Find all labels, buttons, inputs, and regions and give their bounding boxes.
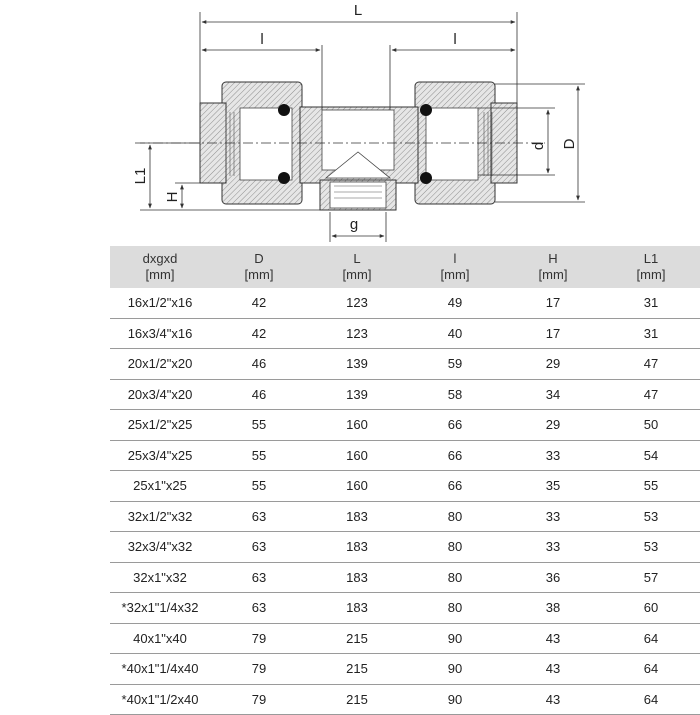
cell-D: 63: [210, 501, 308, 532]
cell-L: 160: [308, 410, 406, 441]
cell-size: 25x1"x25: [110, 471, 210, 502]
cell-D: 46: [210, 379, 308, 410]
cell-L: 215: [308, 623, 406, 654]
cell-H: 43: [504, 654, 602, 685]
cell-l: 80: [406, 593, 504, 624]
cell-L1: 53: [602, 501, 700, 532]
cell-H: 29: [504, 410, 602, 441]
cell-size: 16x1/2"x16: [110, 288, 210, 318]
cell-D: 55: [210, 410, 308, 441]
table-header-row: [110, 246, 700, 288]
cell-L1: 64: [602, 684, 700, 715]
cell-L: 183: [308, 593, 406, 624]
cell-size: 32x1/2"x32: [110, 501, 210, 532]
cell-D: 63: [210, 562, 308, 593]
table-row: [110, 440, 700, 471]
cell-l: 49: [406, 288, 504, 318]
cell-L1: 64: [602, 654, 700, 685]
cell-H: 17: [504, 288, 602, 318]
cell-D: 46: [210, 349, 308, 380]
cell-l: 90: [406, 684, 504, 715]
cell-L: 123: [308, 318, 406, 349]
dim-label-L1: L1: [132, 167, 149, 185]
table-row: [110, 410, 700, 441]
cell-H: 34: [504, 379, 602, 410]
cell-l: 58: [406, 379, 504, 410]
cell-l: 59: [406, 349, 504, 380]
cell-D: 63: [210, 532, 308, 563]
cell-size: *32x1"1/4x32: [110, 593, 210, 624]
cell-L1: 53: [602, 532, 700, 563]
dim-label-g: g: [349, 216, 359, 233]
cell-H: 17: [504, 318, 602, 349]
cell-H: 36: [504, 562, 602, 593]
cell-H: 29: [504, 349, 602, 380]
dim-label-l-right: l: [453, 31, 457, 48]
cell-L: 160: [308, 440, 406, 471]
cell-l: 90: [406, 623, 504, 654]
table-row: [110, 654, 700, 685]
cell-L1: 47: [602, 349, 700, 380]
table-row: [110, 318, 700, 349]
cell-size: 25x3/4"x25: [110, 440, 210, 471]
cell-L: 123: [308, 288, 406, 318]
table-row: [110, 593, 700, 624]
table-row: [110, 471, 700, 502]
table-row: [110, 623, 700, 654]
cell-L1: 55: [602, 471, 700, 502]
o-ring-top-left: [278, 104, 290, 116]
cell-l: 66: [406, 440, 504, 471]
cell-L1: 60: [602, 593, 700, 624]
cell-L: 139: [308, 379, 406, 410]
dim-label-D: D: [561, 138, 578, 150]
cell-D: 63: [210, 593, 308, 624]
cell-D: 55: [210, 471, 308, 502]
table-row: [110, 501, 700, 532]
cell-L: 215: [308, 654, 406, 685]
header-H: H [mm]: [504, 246, 602, 288]
cell-H: 33: [504, 532, 602, 563]
table-row: [110, 684, 700, 715]
header-L1: L1 [mm]: [602, 246, 700, 288]
cell-H: 38: [504, 593, 602, 624]
cell-D: 42: [210, 288, 308, 318]
cell-size: *40x1"1/4x40: [110, 654, 210, 685]
cell-L1: 47: [602, 379, 700, 410]
cell-L1: 54: [602, 440, 700, 471]
header-dxgxd: dxgxd [mm]: [110, 246, 210, 288]
cell-L: 139: [308, 349, 406, 380]
cell-size: 20x1/2"x20: [110, 349, 210, 380]
table-row: [110, 349, 700, 380]
cell-L: 183: [308, 562, 406, 593]
cell-size: *40x1"1/2x40: [110, 684, 210, 715]
cell-D: 79: [210, 654, 308, 685]
cell-L1: 31: [602, 318, 700, 349]
cell-l: 80: [406, 532, 504, 563]
table-row: [110, 532, 700, 563]
tee-fitting-technical-drawing: [0, 0, 700, 245]
cell-D: 55: [210, 440, 308, 471]
cell-H: 35: [504, 471, 602, 502]
cell-l: 90: [406, 654, 504, 685]
cell-L1: 64: [602, 623, 700, 654]
cell-L: 215: [308, 684, 406, 715]
header-D: D [mm]: [210, 246, 308, 288]
cell-L: 183: [308, 501, 406, 532]
cell-size: 32x1"x32: [110, 562, 210, 593]
cell-l: 80: [406, 501, 504, 532]
dim-label-l-left: l: [260, 31, 264, 48]
cell-L1: 31: [602, 288, 700, 318]
cell-l: 66: [406, 471, 504, 502]
table-row: [110, 379, 700, 410]
cell-H: 33: [504, 440, 602, 471]
header-l: l [mm]: [406, 246, 504, 288]
cell-size: 20x3/4"x20: [110, 379, 210, 410]
cell-l: 66: [406, 410, 504, 441]
cell-l: 40: [406, 318, 504, 349]
o-ring-top-right: [420, 104, 432, 116]
o-ring-bottom-left: [278, 172, 290, 184]
cell-size: 40x1"x40: [110, 623, 210, 654]
cell-size: 25x1/2"x25: [110, 410, 210, 441]
cell-L1: 50: [602, 410, 700, 441]
cell-L: 160: [308, 471, 406, 502]
table-row: [110, 288, 700, 318]
cell-l: 80: [406, 562, 504, 593]
dim-label-H: H: [164, 191, 181, 203]
o-ring-bottom-right: [420, 172, 432, 184]
cell-L1: 57: [602, 562, 700, 593]
cell-H: 33: [504, 501, 602, 532]
dimension-table: [110, 246, 700, 715]
dim-label-L: L: [353, 2, 363, 19]
cell-D: 42: [210, 318, 308, 349]
cell-H: 43: [504, 623, 602, 654]
cell-D: 79: [210, 623, 308, 654]
cell-D: 79: [210, 684, 308, 715]
dim-label-d: d: [530, 141, 547, 151]
cell-size: 32x3/4"x32: [110, 532, 210, 563]
cell-L: 183: [308, 532, 406, 563]
cell-H: 43: [504, 684, 602, 715]
cell-size: 16x3/4"x16: [110, 318, 210, 349]
table-row: [110, 562, 700, 593]
header-L: L [mm]: [308, 246, 406, 288]
